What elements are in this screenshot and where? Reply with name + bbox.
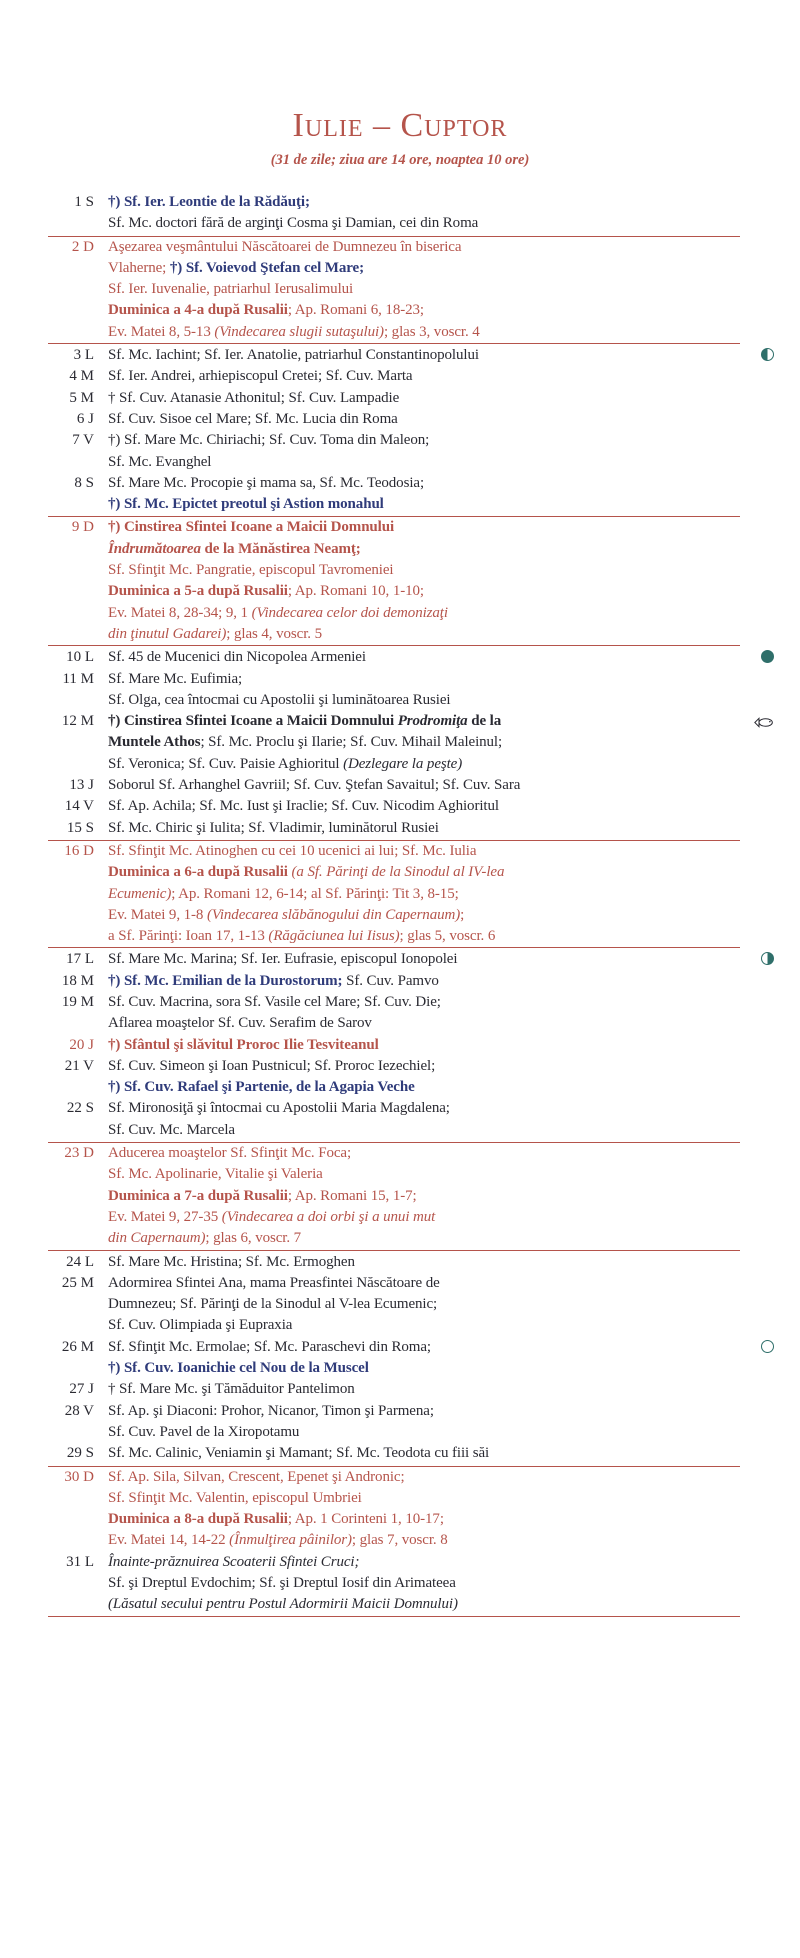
entry-text: Sf. Cuv. Macrina, sora Sf. Vasile cel Mare; Sf. Cuv. Die; xyxy=(108,993,441,1010)
entry-text: Adormirea Sfintei Ana, mama Preasfintei Născătoare de xyxy=(108,1274,440,1291)
entry-text: Sf. 45 de Mucenici din Nicopolea Armeniei xyxy=(108,649,366,666)
fish-icon xyxy=(754,715,774,726)
day-number: 16 D xyxy=(64,842,94,859)
entry-text: (Vindecarea celor doi demonizaţi xyxy=(251,604,448,621)
entry-text: de la Mănăstirea Neamţ; xyxy=(200,540,361,557)
entry-text: †) Sf. Ier. Leontie de la Rădăuţi; xyxy=(108,194,310,210)
day-entries xyxy=(104,192,740,235)
entry-text: †) Sf. Mc. Epictet preotul şi Astion monahul xyxy=(108,496,384,513)
entry-line xyxy=(108,884,740,905)
day-number: 24 L xyxy=(66,1253,94,1270)
entry-line xyxy=(108,213,740,234)
day-row[interactable] xyxy=(48,1552,740,1616)
day-number: 4 M xyxy=(69,368,94,385)
entry-line xyxy=(108,905,740,926)
entry-text: Sf. Mare Mc. Procopie şi mama sa, Sf. Mc. Teodosia; xyxy=(108,474,425,491)
entry-text: (a Sf. Părinţi de la Sinodul al IV-lea xyxy=(291,864,505,881)
day-number: 28 V xyxy=(64,1402,94,1419)
entry-text: Ev. Matei 9, 27-35 xyxy=(108,1208,222,1225)
entry-text: ; glas 6, voscr. 7 xyxy=(205,1230,302,1247)
entry-line xyxy=(108,1379,740,1400)
day-row[interactable] xyxy=(48,345,740,366)
entry-line xyxy=(108,473,740,494)
day-entries xyxy=(104,388,740,409)
day-number: 20 J xyxy=(69,1036,94,1053)
entry-text: Vlaherne; xyxy=(108,259,170,276)
entry-line xyxy=(108,949,740,970)
day-number: 26 M xyxy=(61,1338,94,1355)
entry-text: Sf. Sfinţit Mc. Pangratie, episcopul Tavromeniei xyxy=(108,562,394,579)
entry-text: Soborul Sf. Arhanghel Gavriil; Sf. Cuv. Ştefan Savaitul; Sf. Cuv. Sara xyxy=(108,777,521,794)
calendar-body xyxy=(0,192,800,1617)
entry-line xyxy=(108,388,740,409)
moon-glyph xyxy=(761,952,774,965)
entry-text: Sf. Sfinţit Mc. Atinoghen cu cei 10 ucenici ai lui; Sf. Mc. Iulia xyxy=(108,842,477,859)
entry-text: Ev. Matei 8, 28-34; 9, 1 xyxy=(108,604,252,621)
entry-text: ; Ap. Romani 15, 1-7; xyxy=(287,1187,417,1204)
entry-text: Sf. Mc. Calinic, Veniamin şi Mamant; Sf. Mc. Teodota cu fiii săi xyxy=(108,1445,490,1462)
month-title: Iulie – Cuptor xyxy=(292,107,508,144)
day-number: 12 M xyxy=(61,713,94,730)
day-number: 9 D xyxy=(71,519,94,536)
day-entries xyxy=(104,992,740,1035)
day-entries xyxy=(104,1056,740,1099)
day-entries xyxy=(104,1337,740,1380)
entry-text: din Capernaum) xyxy=(108,1230,206,1247)
entry-text: ; Ap. Romani 6, 18-23; xyxy=(287,302,424,319)
entry-line xyxy=(108,1488,740,1509)
sunday-block xyxy=(48,1466,740,1617)
entry-text: ; Sf. Mc. Proclu şi Ilarie; Sf. Cuv. Mihail Maleinul; xyxy=(200,734,503,751)
entry-text: a Sf. Părinţi: Ioan 17, 1-13 xyxy=(108,928,269,945)
entry-line xyxy=(108,669,740,690)
entry-text: Aşezarea veşmântului Născătoarei de Dumnezeu în biserica xyxy=(108,238,462,255)
day-entries xyxy=(104,818,740,839)
entry-text: Sf. Ap. Achila; Sf. Mc. Iust şi Iraclie; Sf. Cuv. Nicodim Aghioritul xyxy=(108,798,499,815)
entry-line xyxy=(108,1120,740,1141)
entry-text: (Răgăciunea lui Iisus) xyxy=(268,928,400,945)
day-number: 8 S xyxy=(74,474,94,491)
day-entries xyxy=(104,1552,740,1616)
entry-text: Sf. Cuv. Simeon şi Ioan Pustnicul; Sf. Proroc Iezechiel; xyxy=(108,1057,436,1074)
day-entries xyxy=(104,1098,740,1141)
moon-glyph xyxy=(761,650,774,663)
entry-text: † Sf. Cuv. Atanasie Athonitul; Sf. Cuv. Lampadie xyxy=(108,389,400,406)
entry-text: †) Cinstirea Sfintei Icoane a Maicii Domnului xyxy=(108,519,395,536)
entry-line xyxy=(108,926,740,947)
entry-text: Îndrumătoarea xyxy=(108,540,201,557)
day-entries xyxy=(104,711,740,775)
moon-phase-full-moon-icon xyxy=(758,1337,774,1358)
entry-text: Ev. Matei 14, 14-22 xyxy=(108,1532,230,1549)
day-row[interactable] xyxy=(48,517,740,645)
day-number: 2 D xyxy=(71,238,94,255)
entry-text: †) Sf. Mare Mc. Chiriachi; Sf. Cuv. Toma din Maleon; xyxy=(108,432,430,449)
entry-line xyxy=(108,1594,740,1615)
entry-line xyxy=(108,1337,740,1358)
entry-text: Sf. Cuv. Pamvo xyxy=(346,972,439,989)
day-number: 25 M xyxy=(61,1274,94,1291)
entry-line xyxy=(108,732,740,753)
day-row[interactable] xyxy=(48,473,740,516)
entry-text: (Lăsatul secului pentru Postul Adormirii Maicii Domnului) xyxy=(108,1596,458,1613)
entry-line xyxy=(108,1035,740,1056)
entry-text: †) Sfântul şi slăvitul Proroc Ilie Tesviteanul xyxy=(108,1036,379,1053)
entry-line xyxy=(108,1467,740,1488)
day-entries xyxy=(104,430,740,473)
entry-text: †) Sf. Cuv. Rafael şi Partenie, de la Agapia Veche xyxy=(108,1079,415,1096)
entry-line xyxy=(108,560,740,581)
entry-line xyxy=(108,494,740,515)
entry-text: Dumnezeu; Sf. Părinţi de la Sinodul al V-lea Ecumenic; xyxy=(108,1296,438,1313)
month-subtitle: (31 de zile; ziua are 14 ore, noaptea 10 ore) xyxy=(270,152,530,168)
entry-line xyxy=(108,1443,740,1464)
day-row[interactable] xyxy=(48,430,740,473)
entry-text: Duminica a 6-a după Rusalii xyxy=(108,864,292,881)
entry-text: † Sf. Mare Mc. şi Tămăduitor Pantelimon xyxy=(108,1381,355,1398)
entry-text: ; glas 3, voscr. 4 xyxy=(383,323,480,340)
weekday-block xyxy=(48,1252,740,1465)
day-number: 19 M xyxy=(61,993,94,1010)
day-row[interactable] xyxy=(48,949,740,970)
entry-text: (Vindecarea slăbănogului din Capernaum) xyxy=(206,906,461,923)
day-row[interactable] xyxy=(48,192,740,235)
entry-line xyxy=(108,647,740,668)
moon-phase-last-quarter-icon xyxy=(758,345,774,366)
entry-text: †) Sf. Cuv. Ioanichie cel Nou de la Muscel xyxy=(108,1360,369,1377)
sunday-block xyxy=(48,840,740,948)
day-entries xyxy=(104,1035,740,1056)
weekday-block xyxy=(48,345,740,515)
entry-line xyxy=(108,452,740,473)
entry-text: ; Ap. Romani 10, 1-10; xyxy=(287,583,424,600)
day-row[interactable] xyxy=(48,1056,740,1099)
entry-line xyxy=(108,1164,740,1185)
entry-line xyxy=(108,300,740,321)
day-entries xyxy=(104,949,740,970)
entry-text: Ev. Matei 8, 5-13 xyxy=(108,323,215,340)
entry-text: din ţinutul Gadarei) xyxy=(108,625,227,642)
day-row[interactable] xyxy=(48,818,740,839)
day-entries xyxy=(104,1401,740,1444)
entry-text: Sf. Mc. Evanghel xyxy=(108,453,212,470)
entry-line xyxy=(108,971,740,992)
entry-text: Muntele Athos xyxy=(108,734,201,751)
weekday-block xyxy=(48,647,740,839)
entry-line xyxy=(108,818,740,839)
entry-text: Sf. Cuv. Mc. Marcela xyxy=(108,1121,235,1138)
entry-text: Sf. Mc. Iachint; Sf. Ier. Anatolie, patriarhul Constantinopolului xyxy=(108,347,479,364)
sunday-block xyxy=(48,1142,740,1250)
entry-text: de la xyxy=(467,713,502,730)
day-row[interactable] xyxy=(48,1273,740,1337)
entry-line xyxy=(108,1056,740,1077)
entry-text: Sf. Cuv. Sisoe cel Mare; Sf. Mc. Lucia din Roma xyxy=(108,410,398,427)
day-row[interactable] xyxy=(48,1143,740,1249)
entry-text: †) Sf. Mc. Emilian de la Durostorum; xyxy=(108,972,347,989)
entry-text: Prodromiţa xyxy=(397,713,468,730)
day-entries xyxy=(104,345,740,366)
entry-line xyxy=(108,192,740,213)
entry-line xyxy=(108,1186,740,1207)
entry-line xyxy=(108,775,740,796)
entry-text: Sf. şi Dreptul Evdochim; Sf. şi Dreptul Iosif din Arimateea xyxy=(108,1575,456,1591)
day-entries xyxy=(104,1379,740,1400)
day-row[interactable] xyxy=(48,237,740,343)
day-row[interactable] xyxy=(48,1467,740,1552)
day-number: 14 V xyxy=(64,798,94,815)
entry-text: ; Ap. Romani 12, 6-14; al Sf. Părinţi: Tit 3, 8-15; xyxy=(171,885,459,902)
day-number: 31 L xyxy=(66,1553,94,1570)
entry-text: Ev. Matei 9, 1-8 xyxy=(108,906,207,923)
day-row[interactable] xyxy=(48,711,740,775)
entry-line xyxy=(108,1143,740,1164)
day-entries xyxy=(104,841,740,947)
entry-line xyxy=(108,1013,740,1034)
entry-text: ; Ap. 1 Corinteni 1, 10-17; xyxy=(287,1511,444,1528)
day-number: 30 D xyxy=(64,1468,94,1485)
day-entries xyxy=(104,473,740,516)
day-entries xyxy=(104,237,740,343)
day-entries xyxy=(104,1273,740,1337)
entry-line xyxy=(108,862,740,883)
entry-line xyxy=(108,322,740,343)
entry-text: Sf. Ier. Andrei, arhiepiscopul Cretei; Sf. Cuv. Marta xyxy=(108,368,413,385)
entry-line xyxy=(108,1358,740,1379)
entry-text: Sf. Olga, cea întocmai cu Apostolii şi luminătoarea Rusiei xyxy=(108,691,451,708)
day-row[interactable] xyxy=(48,1098,740,1141)
entry-line xyxy=(108,1294,740,1315)
entry-line xyxy=(108,345,740,366)
entry-text: ; glas 4, voscr. 5 xyxy=(226,625,322,642)
day-row[interactable] xyxy=(48,775,740,796)
entry-text: Duminica a 7-a după Rusalii xyxy=(108,1187,288,1204)
entry-line xyxy=(108,1573,740,1594)
day-entries xyxy=(104,366,740,387)
entry-text: Sf. Mare Mc. Hristina; Sf. Mc. Ermoghen xyxy=(108,1253,355,1270)
entry-line xyxy=(108,1315,740,1336)
entry-line xyxy=(108,1252,740,1273)
entry-line xyxy=(108,539,740,560)
day-entries xyxy=(104,1467,740,1552)
sunday-block xyxy=(48,516,740,646)
entry-text: Sf. Veronica; Sf. Cuv. Paisie Aghioritul xyxy=(108,755,344,772)
day-entries xyxy=(104,517,740,645)
weekday-block xyxy=(48,192,740,235)
entry-line xyxy=(108,1509,740,1530)
day-number: 6 J xyxy=(76,410,94,427)
entry-line xyxy=(108,430,740,451)
day-number: 3 L xyxy=(73,347,94,364)
entry-text: Sf. Ap. Sila, Silvan, Crescent, Epenet şi Andronic; xyxy=(108,1468,405,1485)
entry-text: ; glas 7, voscr. 8 xyxy=(351,1532,448,1549)
day-number: 1 S xyxy=(74,194,94,210)
entry-text: Duminica a 8-a după Rusalii xyxy=(108,1511,288,1528)
day-entries xyxy=(104,647,740,668)
entry-line xyxy=(108,992,740,1013)
entry-text: Sf. Cuv. Olimpiada şi Eupraxia xyxy=(108,1317,293,1334)
entry-text: Sf. Mc. doctori fără de arginţi Cosma şi Damian, cei din Roma xyxy=(108,215,479,232)
entry-text: †) Sf. Voievod Ştefan cel Mare; xyxy=(169,259,364,276)
day-entries xyxy=(104,409,740,430)
day-number: 27 J xyxy=(69,1381,94,1398)
day-entries xyxy=(104,796,740,817)
entry-text: Aducerea moaştelor Sf. Sfinţit Mc. Foca; xyxy=(108,1145,352,1162)
entry-line xyxy=(108,517,740,538)
moon-phase-first-quarter-icon xyxy=(758,949,774,970)
day-row[interactable] xyxy=(48,841,740,947)
day-number: 7 V xyxy=(72,432,94,449)
day-row[interactable] xyxy=(48,1035,740,1056)
day-number: 23 D xyxy=(64,1145,94,1162)
entry-line xyxy=(108,1077,740,1098)
entry-text: Ecumenic) xyxy=(108,885,172,902)
moon-glyph xyxy=(761,348,774,361)
day-row[interactable] xyxy=(48,1337,740,1380)
entry-line xyxy=(108,366,740,387)
entry-text: ; glas 5, voscr. 6 xyxy=(399,928,496,945)
day-number: 22 S xyxy=(66,1100,94,1117)
entry-text: Sf. Mc. Apolinarie, Vitalie şi Valeria xyxy=(108,1166,323,1183)
entry-text: Sf. Cuv. Pavel de la Xiropotamu xyxy=(108,1423,300,1440)
page-header xyxy=(0,0,800,170)
entry-text: Sf. Sfinţit Mc. Ermolae; Sf. Mc. Paraschevi din Roma; xyxy=(108,1338,431,1355)
day-number: 10 L xyxy=(66,649,94,666)
day-entries xyxy=(104,1443,740,1464)
entry-text: Sf. Mc. Chiric şi Iulita; Sf. Vladimir, luminătorul Rusiei xyxy=(108,819,439,836)
entry-line xyxy=(108,1552,740,1573)
entry-text: Sf. Ier. Iuvenalie, patriarhul Ierusalimului xyxy=(108,281,354,298)
day-number: 18 M xyxy=(61,972,94,989)
entry-line xyxy=(108,409,740,430)
entry-text: Sf. Sfinţit Mc. Valentin, episcopul Umbriei xyxy=(108,1489,362,1506)
entry-line xyxy=(108,1228,740,1249)
day-row[interactable] xyxy=(48,992,740,1035)
entry-text: Aflarea moaştelor Sf. Cuv. Serafim de Sarov xyxy=(108,1015,372,1032)
moon-phase-new-moon-icon xyxy=(758,647,774,668)
entry-line xyxy=(108,237,740,258)
day-number: 29 S xyxy=(66,1445,94,1462)
entry-line xyxy=(108,690,740,711)
entry-text: (Vindecarea a doi orbi şi a unui mut xyxy=(221,1208,436,1225)
entry-text: Sf. Mare Mc. Eufimia; xyxy=(108,670,243,687)
day-entries xyxy=(104,1252,740,1273)
day-entries xyxy=(104,971,740,992)
day-entries xyxy=(104,669,740,712)
entry-text: Sf. Ap. şi Diaconi: Prohor, Nicanor, Timon şi Parmena; xyxy=(108,1402,434,1419)
entry-text: Înainte-prăznuirea Scoaterii Sfintei Cruci; xyxy=(108,1553,360,1570)
entry-line xyxy=(108,603,740,624)
day-number: 17 L xyxy=(66,951,94,968)
day-row[interactable] xyxy=(48,647,740,668)
day-number: 21 V xyxy=(64,1057,94,1074)
day-row[interactable] xyxy=(48,796,740,817)
day-row[interactable] xyxy=(48,1443,740,1464)
entry-line xyxy=(108,624,740,645)
day-number: 13 J xyxy=(69,777,94,794)
entry-text: (Înmulţirea pâinilor) xyxy=(229,1532,352,1549)
day-row[interactable] xyxy=(48,1401,740,1444)
entry-line xyxy=(108,754,740,775)
entry-line xyxy=(108,841,740,862)
entry-line xyxy=(108,258,740,279)
entry-line xyxy=(108,1098,740,1119)
entry-line xyxy=(108,279,740,300)
entry-text: Duminica a 5-a după Rusalii xyxy=(108,583,288,600)
day-number: 15 S xyxy=(66,819,94,836)
entry-text: (Dezlegare la peşte) xyxy=(343,755,463,772)
entry-line xyxy=(108,1401,740,1422)
entry-line xyxy=(108,796,740,817)
day-entries xyxy=(104,1143,740,1249)
entry-line xyxy=(108,1207,740,1228)
day-row[interactable] xyxy=(48,971,740,992)
day-row[interactable] xyxy=(48,388,740,409)
day-row[interactable] xyxy=(48,366,740,387)
entry-line xyxy=(108,711,740,732)
day-number: 5 M xyxy=(69,389,94,406)
weekday-block xyxy=(48,949,740,1141)
day-row[interactable] xyxy=(48,1252,740,1273)
day-row[interactable] xyxy=(48,669,740,712)
entry-text: Duminica a 4-a după Rusalii xyxy=(108,302,288,319)
entry-text: ; xyxy=(460,906,465,923)
day-entries xyxy=(104,775,740,796)
entry-text: (Vindecarea slugii sutaşului) xyxy=(214,323,384,340)
sunday-block xyxy=(48,236,740,344)
day-number: 11 M xyxy=(62,670,94,687)
day-row[interactable] xyxy=(48,1379,740,1400)
entry-text: Sf. Mironosiţă şi întocmai cu Apostolii Maria Magdalena; xyxy=(108,1100,450,1117)
entry-line xyxy=(108,1530,740,1551)
entry-line xyxy=(108,1273,740,1294)
entry-line xyxy=(108,581,740,602)
entry-text: Sf. Mare Mc. Marina; Sf. Ier. Eufrasie, episcopul Ionopolei xyxy=(108,951,458,968)
entry-line xyxy=(108,1422,740,1443)
day-row[interactable] xyxy=(48,409,740,430)
entry-text: †) Cinstirea Sfintei Icoane a Maicii Domnului xyxy=(108,713,398,730)
moon-glyph xyxy=(761,1340,774,1353)
